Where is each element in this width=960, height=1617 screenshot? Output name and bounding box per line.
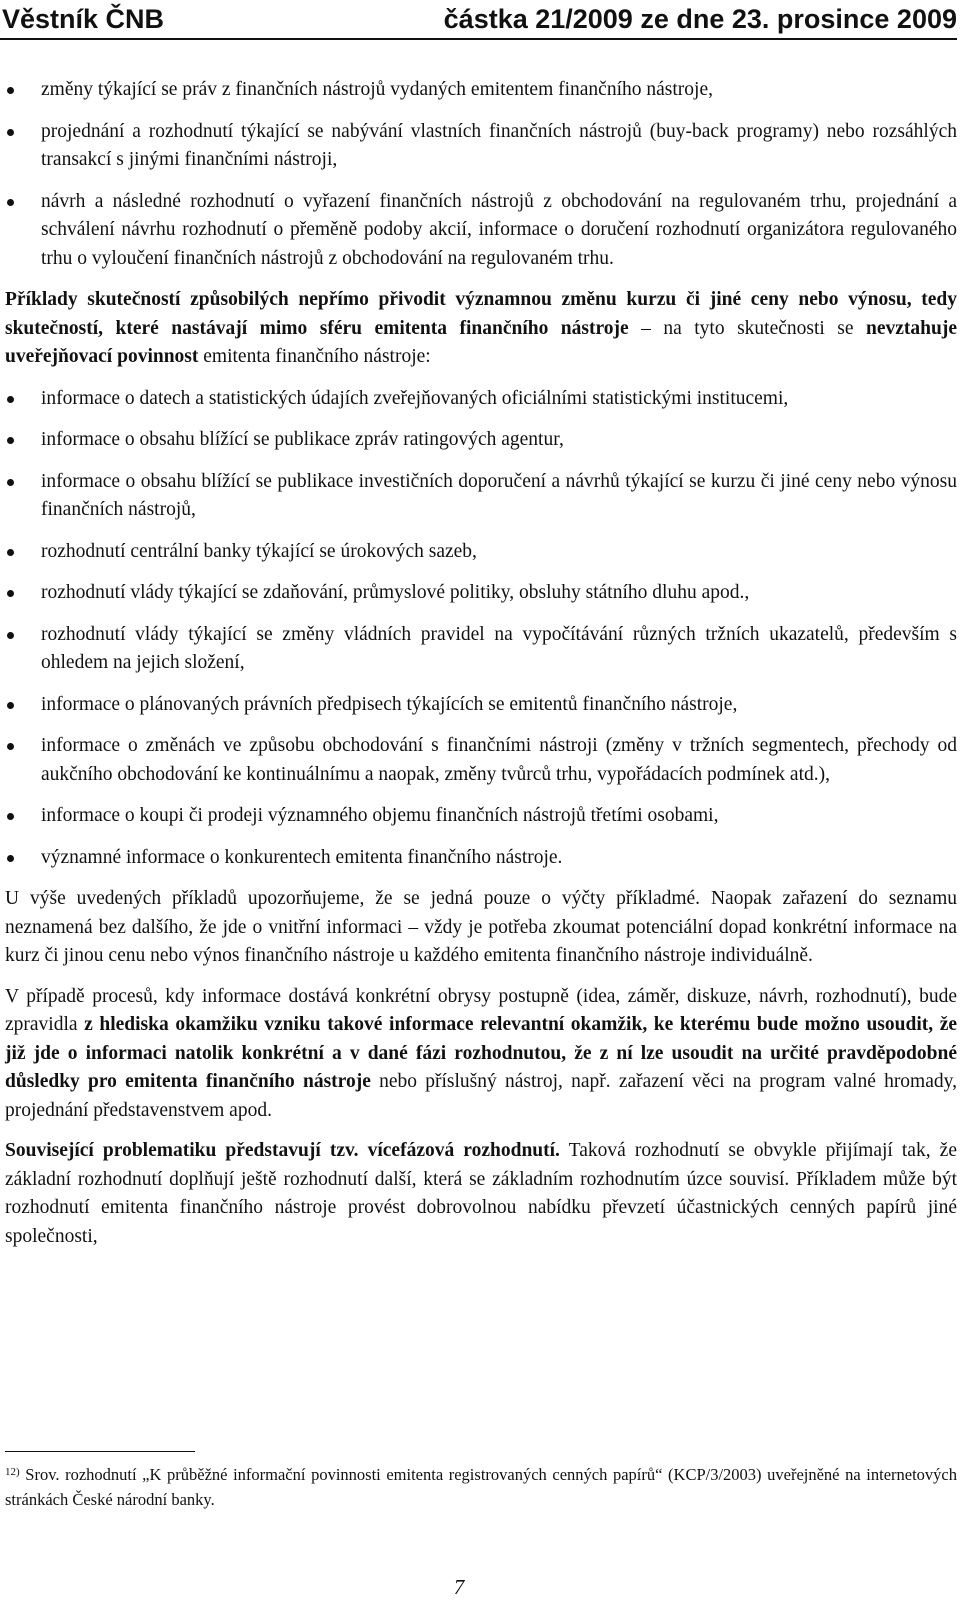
page-header — [0, 2, 957, 40]
list-item: informace o změnách ve způsobu obchodování s finančními nástroji (změny v tržních segmentech, přechody od aukčního obchodování ke kontinuálnímu a naopak, změny tvůrců trhu, vypořádacích podmínek atd.), — [5, 732, 957, 789]
footnote — [5, 1462, 957, 1512]
process-bold: z hlediska okamžiku vzniku takové informace relevantní okamžik, ke kterému bude možno usoudit, že již jde o informaci natolik konkrétní a v dané fázi rozhodnutou, že z ní lze usoudit na určité pravděpodobné důsledky pro emitenta finančního nástroje — [5, 1014, 958, 1092]
header-issue-date: částka 21/2009 ze dne 23. prosince 2009 — [443, 4, 957, 34]
list-item: rozhodnutí vlády týkající se změny vládních pravidel na vypočítávání různých tržních ukazatelů, především s ohledem na jejich složení, — [5, 621, 957, 678]
list-item: projednání a rozhodnutí týkající se nabývání vlastních finančních nástrojů (buy-back programy) nebo rozsáhlých transakcí s jinými finančními nástroji, — [5, 118, 957, 175]
footnote-mark: 12) — [5, 1466, 20, 1478]
intro-bold-emphasis: nevztahuje uveřejňovací povinnost — [5, 317, 957, 367]
list-item: rozhodnutí centrální banky týkající se úrokových sazeb, — [5, 538, 957, 567]
list-item: změny týkající se práv z finančních nástrojů vydaných emitentem finančního nástroje, — [5, 76, 957, 105]
list-item: informace o obsahu blížící se publikace investičních doporučení a návrhů týkající se kurzu či jiné ceny nebo výnosu finančních nástrojů, — [5, 468, 957, 525]
bullet-list-direct — [5, 76, 957, 273]
intro-text-end: emitenta finančního nástroje: — [198, 346, 431, 367]
paragraph-examples-note: U výše uvedených příkladů upozorňujeme, že se jedná pouze o výčty příkladmé. Naopak zařazení do seznamu neznamená bez dalšího, že jde o vnitřní informaci – vždy je potřeba zkoumat potenciální dopad konkrétní informace na kurz či jinou cenu nebo výnos finančního nástroje u každého emitenta finančního nástroje individuálně. — [5, 888, 957, 966]
list-item: významné informace o konkurentech emitenta finančního nástroje. — [5, 844, 957, 873]
footnote-text: Srov. rozhodnutí „K průběžné informační povinnosti emitenta registrovaných cenných papírů“ (KCP/3/2003) uveřejněné na internetových stránkách České národní banky. — [5, 1465, 957, 1509]
process-text: V případě procesů, kdy informace dostává konkrétní obrysy postupně (idea, záměr, diskuze, návrh, rozhodnutí), bude zpravidla — [5, 985, 957, 1035]
list-item: návrh a následné rozhodnutí o vyřazení finančních nástrojů z obchodování na regulovaném trhu, projednání a schválení návrhu rozhodnutí o přeměně podoby akcií, informace o doručení rozhodnutí organizátora regulovaného trhu o vyloučení finančních nástrojů z obchodování na regulovaném trhu. — [5, 188, 957, 274]
list-item: informace o obsahu blížící se publikace zpráv ratingových agentur, — [5, 426, 957, 455]
intro-bold-lead: Příklady skutečností způsobilých nepřímo přivodit významnou změnu kurzu či jiné ceny nebo výnosu, tedy skutečností, které nastávají mimo sféru emitenta finančního nástroje — [5, 289, 957, 339]
intro-text: – na tyto skutečnosti se — [628, 317, 866, 339]
intro-paragraph — [5, 286, 957, 372]
process-text-end: nebo příslušný nástroj, např. zařazení věci na program valné hromady, projednání představenstvem apod. — [5, 1071, 957, 1121]
header-journal-title: Věstník ČNB — [2, 4, 165, 34]
paragraph-multiphase — [5, 1137, 957, 1251]
paragraph-process — [5, 983, 957, 1126]
list-item: informace o plánovaných právních předpisech týkajících se emitentů finančního nástroje, — [5, 691, 957, 720]
footnote-divider — [5, 1451, 195, 1452]
multiphase-bold: Související problematiku představují tzv. vícefázová rozhodnutí. — [5, 1140, 560, 1161]
page-number: 7 — [453, 1575, 465, 1599]
multiphase-text: Taková rozhodnutí se obvykle přijímají tak, že základní rozhodnutí doplňují ještě rozhodnutí další, která se základním rozhodnutím úzce souvisí. Příkladem může být rozhodnutí emitenta finančního nástroje provést dobrovolnou nabídku převzetí účastnických cenných papírů jiné společnosti, — [5, 1140, 957, 1247]
list-item: rozhodnutí vlády týkající se zdaňování, průmyslové politiky, obsluhy státního dluhu apod., — [5, 579, 957, 608]
list-item: informace o koupi či prodeji významného objemu finančních nástrojů třetími osobami, — [5, 802, 957, 831]
list-item: informace o datech a statistických údajích zveřejňovaných oficiálními statistickými institucemi, — [5, 385, 957, 414]
bullet-list-indirect — [5, 385, 957, 873]
page-body — [5, 76, 957, 1264]
